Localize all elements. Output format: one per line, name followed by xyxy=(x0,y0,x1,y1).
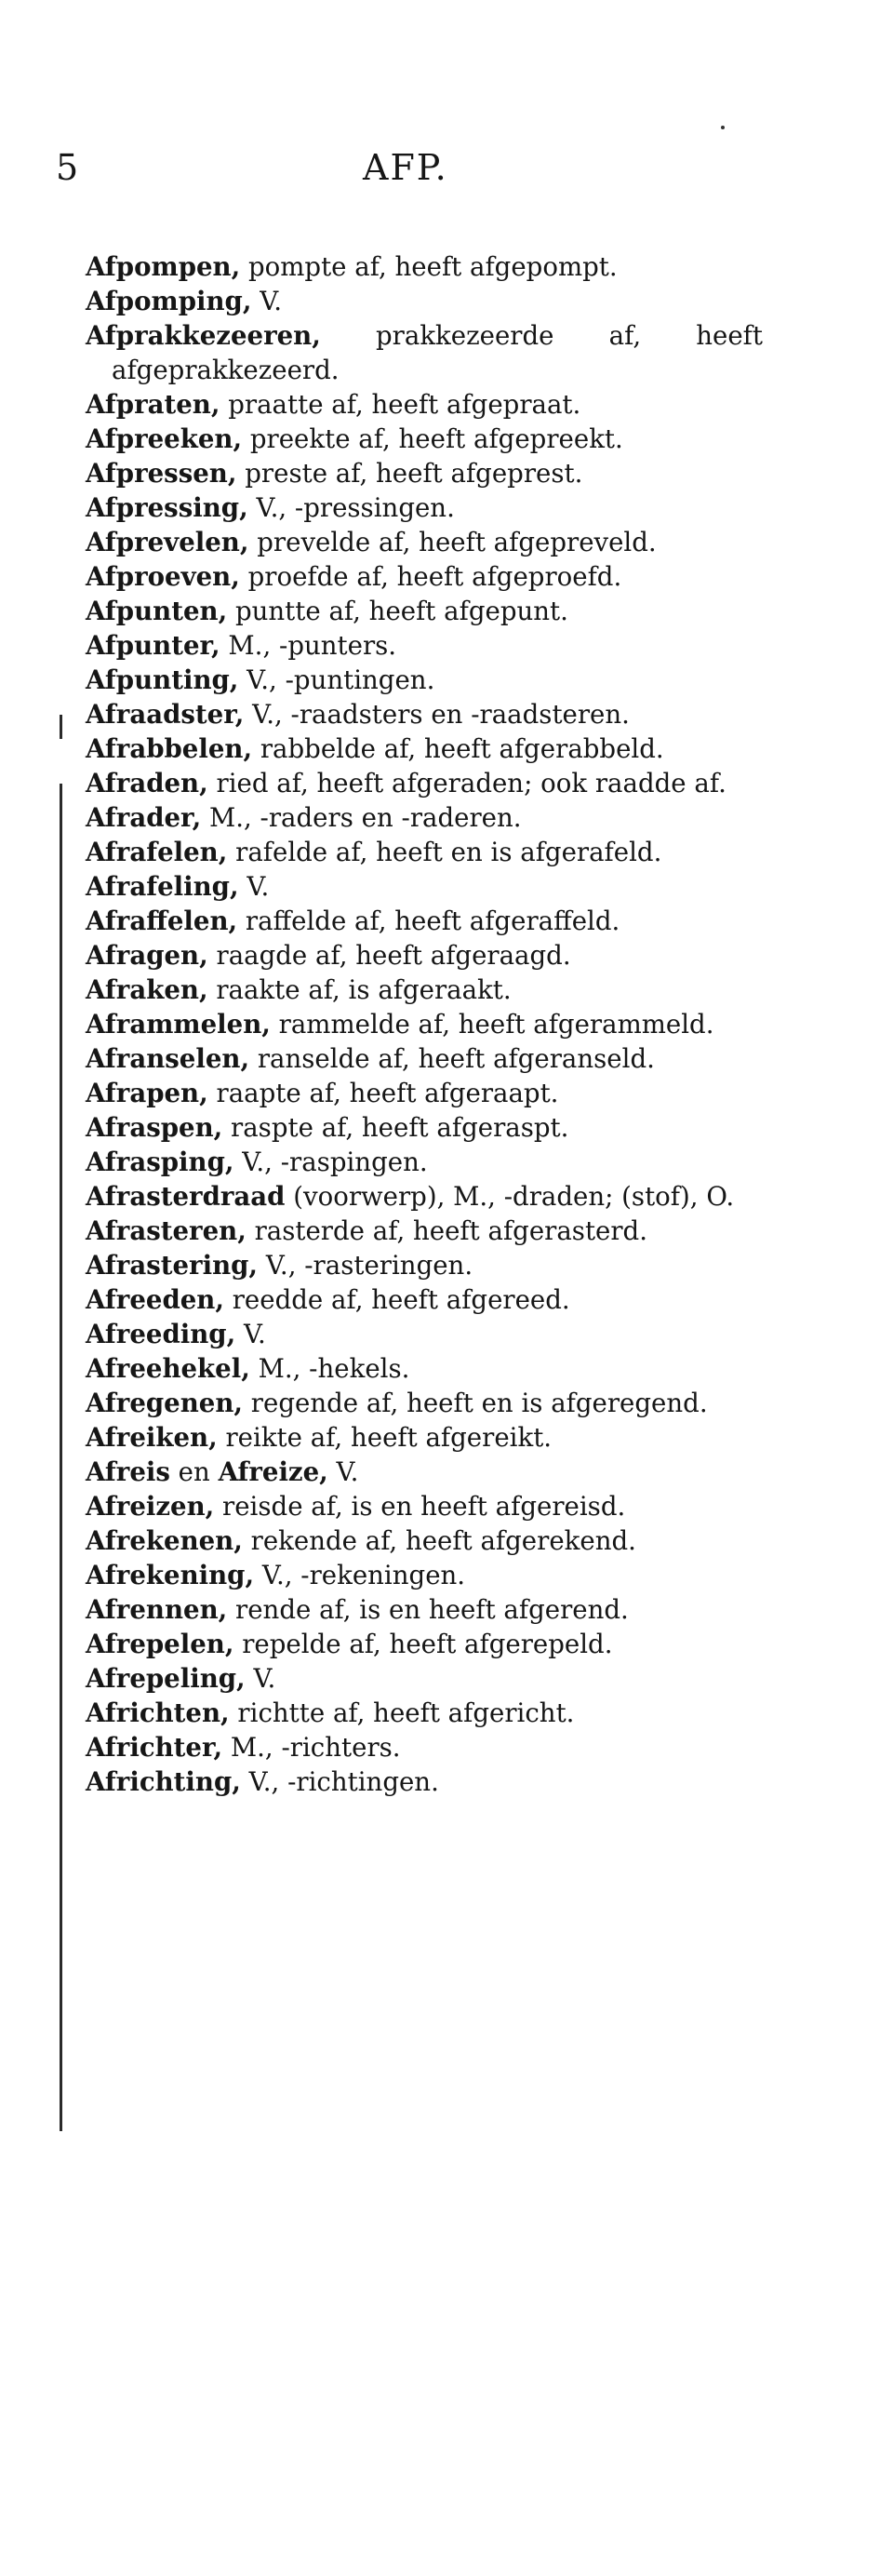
margin-rule xyxy=(60,715,62,739)
print-speck xyxy=(721,126,725,129)
dictionary-entry xyxy=(86,1523,763,1558)
dictionary-entry xyxy=(86,490,763,525)
definition: en xyxy=(169,1456,219,1487)
page-header xyxy=(0,140,893,195)
dictionary-entry xyxy=(86,1730,763,1764)
dictionary-entry xyxy=(86,1764,763,1799)
dictionary-entry xyxy=(86,766,763,800)
definition: reisde af, is en heeft afgereisd. xyxy=(214,1491,626,1522)
definition: M., -punters. xyxy=(220,630,397,661)
dictionary-entry xyxy=(86,697,763,731)
definition: reikte af, heeft afgereikt. xyxy=(217,1422,553,1453)
margin-rule xyxy=(60,784,62,2131)
dictionary-entry xyxy=(86,249,763,284)
dictionary-entry xyxy=(86,1351,763,1386)
headword: Afproeven, xyxy=(86,561,240,592)
definition: rabbelde af, heeft afgerabbeld. xyxy=(252,733,664,764)
headword: Afreehekel, xyxy=(86,1353,250,1384)
dictionary-entry xyxy=(86,1386,763,1420)
headword: Afrepelen, xyxy=(86,1629,234,1659)
headword: Afrafelen, xyxy=(86,837,228,867)
headword: Afreizen, xyxy=(86,1491,215,1522)
definition: raffelde af, heeft afgeraffeld. xyxy=(237,906,620,936)
definition: V., -raspingen. xyxy=(233,1147,428,1177)
dictionary-entry xyxy=(86,1214,763,1248)
running-head: AFP. xyxy=(363,147,448,188)
dictionary-entry xyxy=(86,1145,763,1179)
definition: V. xyxy=(235,1319,266,1349)
dictionary-entry xyxy=(86,1248,763,1282)
dictionary-entry xyxy=(86,1041,763,1076)
dictionary-entry xyxy=(86,1282,763,1317)
definition: prakkezeerde af, heeft afgeprakkezeerd. xyxy=(112,320,763,385)
dictionary-entry xyxy=(86,1179,763,1214)
definition: rafelde af, heeft en is afgerafeld. xyxy=(227,837,662,867)
dictionary-entry xyxy=(86,1661,763,1696)
headword: Afregenen, xyxy=(86,1388,244,1418)
definition: ried af, heeft afgeraden; ook raadde af. xyxy=(207,768,726,798)
dictionary-entry xyxy=(86,1007,763,1041)
dictionary-entry xyxy=(86,559,763,594)
headword: Afreis xyxy=(86,1456,170,1487)
headword: Afrennen, xyxy=(86,1594,228,1625)
headword: Afpunter, xyxy=(86,630,220,661)
definition: rende af, is en heeft afgerend. xyxy=(227,1594,629,1625)
headword: Afprakkezeeren, xyxy=(86,320,321,351)
dictionary-entry xyxy=(86,284,763,318)
definition: repelde af, heeft afgerepeld. xyxy=(233,1629,613,1659)
dictionary-entry xyxy=(86,628,763,663)
headword: Afrader, xyxy=(86,802,202,833)
headword: Afrapen, xyxy=(86,1078,208,1108)
headword: Afrastering, xyxy=(86,1250,259,1281)
definition: rasterde af, heeft afgerasterd. xyxy=(246,1215,647,1246)
headword: Aframmelen, xyxy=(86,1009,271,1040)
headword: Afranselen, xyxy=(86,1043,250,1074)
dictionary-entry xyxy=(86,1489,763,1523)
dictionary-entry xyxy=(86,1110,763,1145)
headword: Africhter, xyxy=(86,1732,223,1763)
headword: Africhting, xyxy=(86,1766,241,1797)
definition: ranselde af, heeft afgeranseld. xyxy=(249,1043,655,1074)
headword: Afpressing, xyxy=(86,492,248,523)
headword: Afraffelen, xyxy=(86,906,238,936)
dictionary-entry xyxy=(86,387,763,422)
headword: Afraden, xyxy=(86,768,208,798)
dictionary-entry xyxy=(86,663,763,697)
definition: puntte af, heeft afgepunt. xyxy=(227,596,568,626)
dictionary-entry xyxy=(86,1696,763,1730)
headword: Afreize, xyxy=(218,1456,328,1487)
headword: Afpraten, xyxy=(86,389,220,420)
dictionary-entry xyxy=(86,1558,763,1592)
definition: V. xyxy=(327,1456,359,1487)
headword: Afraken, xyxy=(86,974,208,1005)
headword: Afreiken, xyxy=(86,1422,218,1453)
definition: M., -raders en -raderen. xyxy=(201,802,522,833)
definition: richtte af, heeft afgericht. xyxy=(229,1697,575,1728)
definition: V., -rekeningen. xyxy=(254,1560,466,1590)
headword: Afrekenen, xyxy=(86,1525,243,1556)
headword: Afraadster, xyxy=(86,699,245,730)
headword: Afreeden, xyxy=(86,1284,224,1315)
headword: Afrasping, xyxy=(86,1147,234,1177)
dictionary-entry xyxy=(86,594,763,628)
headword: Afrabbelen, xyxy=(86,733,253,764)
dictionary-entry xyxy=(86,938,763,973)
dictionary-entry xyxy=(86,318,763,387)
definition: M., -hekels. xyxy=(249,1353,410,1384)
dictionary-entry xyxy=(86,731,763,766)
dictionary-entry xyxy=(86,1317,763,1351)
headword: Afrasteren, xyxy=(86,1215,247,1246)
dictionary-entry xyxy=(86,973,763,1007)
dictionary-entry xyxy=(86,1627,763,1661)
headword: Afrasterdraad xyxy=(86,1181,286,1212)
definition: raapte af, heeft afgeraapt. xyxy=(207,1078,559,1108)
headword: Afpomping, xyxy=(86,286,252,316)
dictionary-entry xyxy=(86,904,763,938)
definition: V. xyxy=(238,871,270,902)
dictionary-entry xyxy=(86,869,763,904)
definition: rammelde af, heeft afgerammeld. xyxy=(270,1009,714,1040)
definition: M., -richters. xyxy=(222,1732,401,1763)
dictionary-entries xyxy=(86,249,763,1799)
definition: V. xyxy=(245,1663,276,1694)
definition: raakte af, is afgeraakt. xyxy=(207,974,512,1005)
headword: Africhten, xyxy=(86,1697,230,1728)
headword: Afrekening, xyxy=(86,1560,255,1590)
definition: raspte af, heeft afgeraspt. xyxy=(222,1112,569,1143)
dictionary-entry xyxy=(86,422,763,456)
headword: Afpressen, xyxy=(86,458,237,489)
definition: pompte af, heeft afgepompt. xyxy=(240,251,618,282)
definition: preste af, heeft afgeprest. xyxy=(236,458,583,489)
headword: Afpompen, xyxy=(86,251,241,282)
headword: Afpreeken, xyxy=(86,423,243,454)
dictionary-entry xyxy=(86,1592,763,1627)
definition: rekende af, heeft afgerekend. xyxy=(242,1525,636,1556)
definition: prevelde af, heeft afgepreveld. xyxy=(248,527,657,557)
definition: V. xyxy=(251,286,283,316)
definition: proefde af, heeft afgeproefd. xyxy=(239,561,622,592)
dictionary-entry xyxy=(86,1076,763,1110)
dictionary-entry xyxy=(86,835,763,869)
definition: (voorwerp), M., -draden; (stof), O. xyxy=(285,1181,735,1212)
headword: Afraspen, xyxy=(86,1112,223,1143)
headword: Afreeding, xyxy=(86,1319,236,1349)
definition: raagde af, heeft afgeraagd. xyxy=(207,940,571,971)
definition: V., -rasteringen. xyxy=(258,1250,473,1281)
headword: Afpunting, xyxy=(86,664,239,695)
dictionary-entry xyxy=(86,800,763,835)
definition: preekte af, heeft afgepreekt. xyxy=(242,423,623,454)
headword: Afprevelen, xyxy=(86,527,249,557)
dictionary-entry xyxy=(86,1455,763,1489)
definition: V., -richtingen. xyxy=(240,1766,439,1797)
definition: V., -pressingen. xyxy=(247,492,455,523)
headword: Afpunten, xyxy=(86,596,228,626)
definition: regende af, heeft en is afgeregend. xyxy=(243,1388,708,1418)
headword: Afragen, xyxy=(86,940,208,971)
dictionary-entry xyxy=(86,525,763,559)
definition: reedde af, heeft afgereed. xyxy=(223,1284,570,1315)
definition: V., -puntingen. xyxy=(238,664,435,695)
definition: V., -raadsters en -raadsteren. xyxy=(244,699,630,730)
dictionary-entry xyxy=(86,1420,763,1455)
headword: Afrafeling, xyxy=(86,871,239,902)
dictionary-entry xyxy=(86,456,763,490)
page-number: 5 xyxy=(56,147,79,188)
headword: Afrepeling, xyxy=(86,1663,246,1694)
definition: praatte af, heeft afgepraat. xyxy=(220,389,581,420)
